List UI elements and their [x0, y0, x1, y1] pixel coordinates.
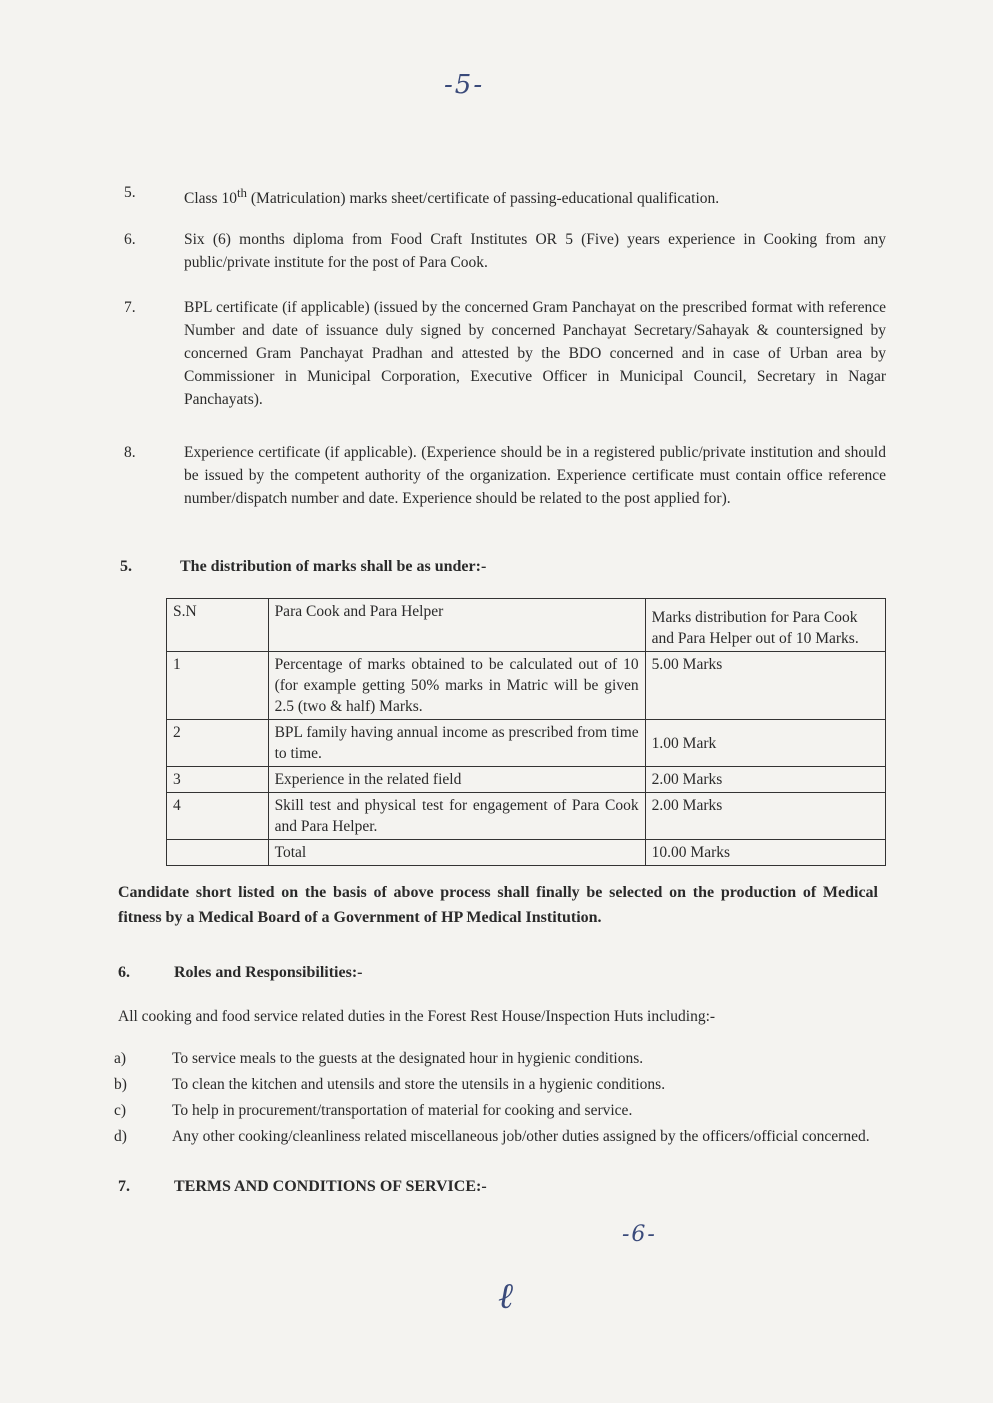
item-text: BPL certificate (if applicable) (issued by the concerned Gram Panchayat on the prescribed format with reference Number and date of issuance duly signed by concerned Panchayat Secretary/Sahayak & countersigned by concerned Gram Panchayat Pradhan and attested by the BDO concerned and in case of Urban area by Commissioner in Municipal Corporation, Executive Officer in Municipal Council, Secretary in Nagar Panchayats). — [184, 299, 886, 408]
item-number: b) — [114, 1076, 127, 1093]
item-number: 8. — [124, 444, 136, 461]
selection-note: Candidate short listed on the basis of above process shall finally be selected on the production of Medical fitness by a Medical Board of a Government of HP Medical Institution. — [118, 884, 878, 926]
item-number: 6. — [124, 231, 136, 248]
section-heading — [118, 964, 818, 986]
item-text: Six (6) months diploma from Food Craft Institutes OR 5 (Five) years experience in Cooking from any public/private institute for the post of Para Cook. — [184, 231, 886, 271]
table-row — [167, 793, 886, 840]
table-cell: 3 — [167, 767, 269, 793]
table-header-row — [167, 599, 886, 652]
item-number: c) — [114, 1102, 127, 1119]
table-cell: 2 — [167, 720, 269, 767]
table-cell: Experience in the related field — [268, 767, 645, 793]
table-cell: Total — [268, 840, 645, 866]
table-row — [167, 767, 886, 793]
section-title: Roles and Responsibilities:- — [174, 964, 363, 981]
table-cell: 4 — [167, 793, 269, 840]
table-cell: 5.00 Marks — [645, 652, 885, 720]
section-number: 7. — [118, 1178, 130, 1195]
table-cell: 10.00 Marks — [645, 840, 885, 866]
list-item — [124, 296, 886, 416]
list-item — [124, 181, 884, 208]
table-row — [167, 652, 886, 720]
item-text: To service meals to the guests at the designated hour in hygienic conditions. — [172, 1050, 644, 1067]
item-text: Any other cooking/cleanliness related miscellaneous job/other duties assigned by the officers/official concerned. — [172, 1128, 870, 1145]
marks-distribution-table — [166, 598, 886, 866]
item-text: Class 10th (Matriculation) marks sheet/certificate of passing-educational qualification. — [184, 185, 720, 208]
header-cell: Para Cook and Para Helper — [268, 599, 645, 652]
item-number: d) — [114, 1128, 127, 1145]
section-number: 6. — [118, 964, 130, 981]
list-item — [114, 1074, 874, 1096]
table-cell — [167, 840, 269, 866]
header-cell: Marks distribution for Para Cook and Para Helper out of 10 Marks. — [645, 599, 885, 652]
table-cell: 2.00 Marks — [645, 767, 885, 793]
handwritten-initials: ℓ — [498, 1276, 513, 1317]
item-number: 7. — [124, 299, 136, 316]
list-item — [114, 1126, 874, 1170]
table-cell: 1 — [167, 652, 269, 720]
item-text: To clean the kitchen and utensils and store the utensils in a hygienic conditions. — [172, 1076, 666, 1093]
section-number: 5. — [120, 558, 132, 575]
table-cell: 2.00 Marks — [645, 793, 885, 840]
handwritten-page-number: -5- — [444, 70, 485, 100]
item-text: Experience certificate (if applicable). (Experience should be in a registered public/private institution and should be issued by the competent authority of the organization. Experience certificate must contain office reference number/dispatch number and date. Experience should be related to the post applied for). — [184, 444, 886, 507]
table-total-row — [167, 840, 886, 866]
item-text: To help in procurement/transportation of material for cooking and service. — [172, 1102, 633, 1119]
list-item — [124, 441, 886, 541]
section-heading — [118, 1178, 818, 1200]
table-cell: 1.00 Mark — [645, 720, 885, 767]
list-item — [114, 1048, 874, 1070]
section-title: TERMS AND CONDITIONS OF SERVICE:- — [174, 1178, 487, 1195]
list-item — [114, 1100, 874, 1122]
handwritten-next-page-number: -6- — [622, 1222, 657, 1247]
section-title: The distribution of marks shall be as under:- — [180, 558, 487, 575]
table-row — [167, 720, 886, 767]
item-number: 5. — [124, 184, 136, 201]
section-heading — [120, 558, 820, 580]
header-cell: S.N — [167, 599, 269, 652]
table-cell: BPL family having annual income as prescribed from time to time. — [268, 720, 645, 767]
list-item — [124, 228, 886, 276]
table-cell: Skill test and physical test for engagement of Para Cook and Para Helper. — [268, 793, 645, 840]
item-number: a) — [114, 1050, 127, 1067]
roles-intro: All cooking and food service related duties in the Forest Rest House/Inspection Huts including:- — [118, 1008, 716, 1025]
table-cell: Percentage of marks obtained to be calculated out of 10 (for example getting 50% marks in Matric will be given 2.5 (two & half) Marks. — [268, 652, 645, 720]
